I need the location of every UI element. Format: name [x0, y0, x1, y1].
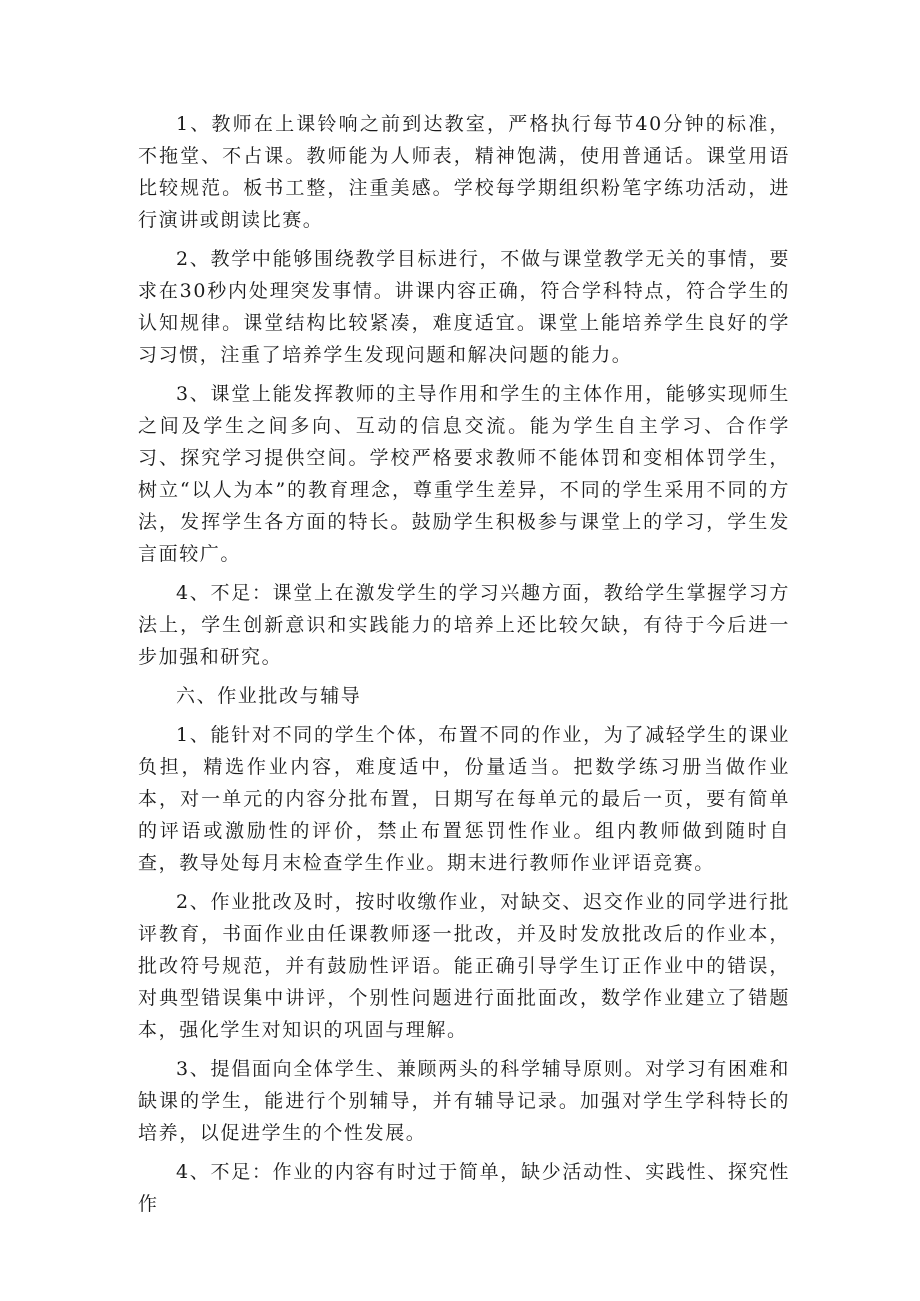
paragraph-3: 3、课堂上能发挥教师的主导作用和学生的主体作用，能够实现师生之间及学生之间多向、互动的信息交流。能为学生自主学习、合作学习、探究学习提供空间。学校严格要求教师不能体罚和变相体罚学生，树立“以人为本”的教育理念，尊重学生差异，不同的学生采用不同的方法，发挥学生各方面的特长。鼓励学生积极参与课堂上的学习，学生发言面较广。	[138, 383, 790, 565]
paragraph-4: 4、不足：课堂上在激发学生的学习兴趣方面，教给学生掌握学习方法上，学生创新意识和实践能力的培养上还比较欠缺，有待于今后进一步加强和研究。	[138, 582, 790, 668]
document-body	[138, 108, 790, 1227]
paragraph-1: 1、教师在上课铃响之前到达教室，严格执行每节40分钟的标准，不拖堂、不占课。教师能为人师表，精神饱满，使用普通话。课堂用语比较规范。板书工整，注重美感。学校每学期组织粉笔字练功活动，进行演讲或朗读比赛。	[138, 113, 790, 231]
section-paragraph-2: 2、作业批改及时，按时收缴作业，对缺交、迟交作业的同学进行批评教育，书面作业由任课教师逐一批改，并及时发放批改后的作业本，批改符号规范，并有鼓励性评语。能正确引导学生订正作业中的错误，对典型错误集中讲评，个别性问题进行面批面改，数学作业建立了错题本，强化学生对知识的巩固与理解。	[138, 891, 790, 1041]
section-paragraph-4: 4、不足：作业的内容有时过于简单，缺少活动性、实践性、探究性作	[138, 1161, 790, 1215]
section-heading: 六、作业批改与辅导	[176, 685, 362, 707]
paragraph-2: 2、教学中能够围绕教学目标进行，不做与课堂教学无关的事情，要求在30秒内处理突发事情。讲课内容正确，符合学科特点，符合学生的认知规律。课堂结构比较紧凑，难度适宜。课堂上能培养学生良好的学习习惯，注重了培养学生发现问题和解决问题的能力。	[138, 248, 790, 366]
section-paragraph-1: 1、能针对不同的学生个体，布置不同的作业，为了减轻学生的课业负担，精选作业内容，难度适中，份量适当。把数学练习册当做作业本，对一单元的内容分批布置，日期写在每单元的最后一页，要有简单的评语或激励性的评价，禁止布置惩罚性作业。组内教师做到随时自查，教导处每月末检查学生作业。期末进行教师作业评语竞赛。	[138, 724, 790, 874]
section-paragraph-3: 3、提倡面向全体学生、兼顾两头的科学辅导原则。对学习有困难和缺课的学生，能进行个别辅导，并有辅导记录。加强对学生学科特长的培养，以促进学生的个性发展。	[138, 1058, 790, 1144]
